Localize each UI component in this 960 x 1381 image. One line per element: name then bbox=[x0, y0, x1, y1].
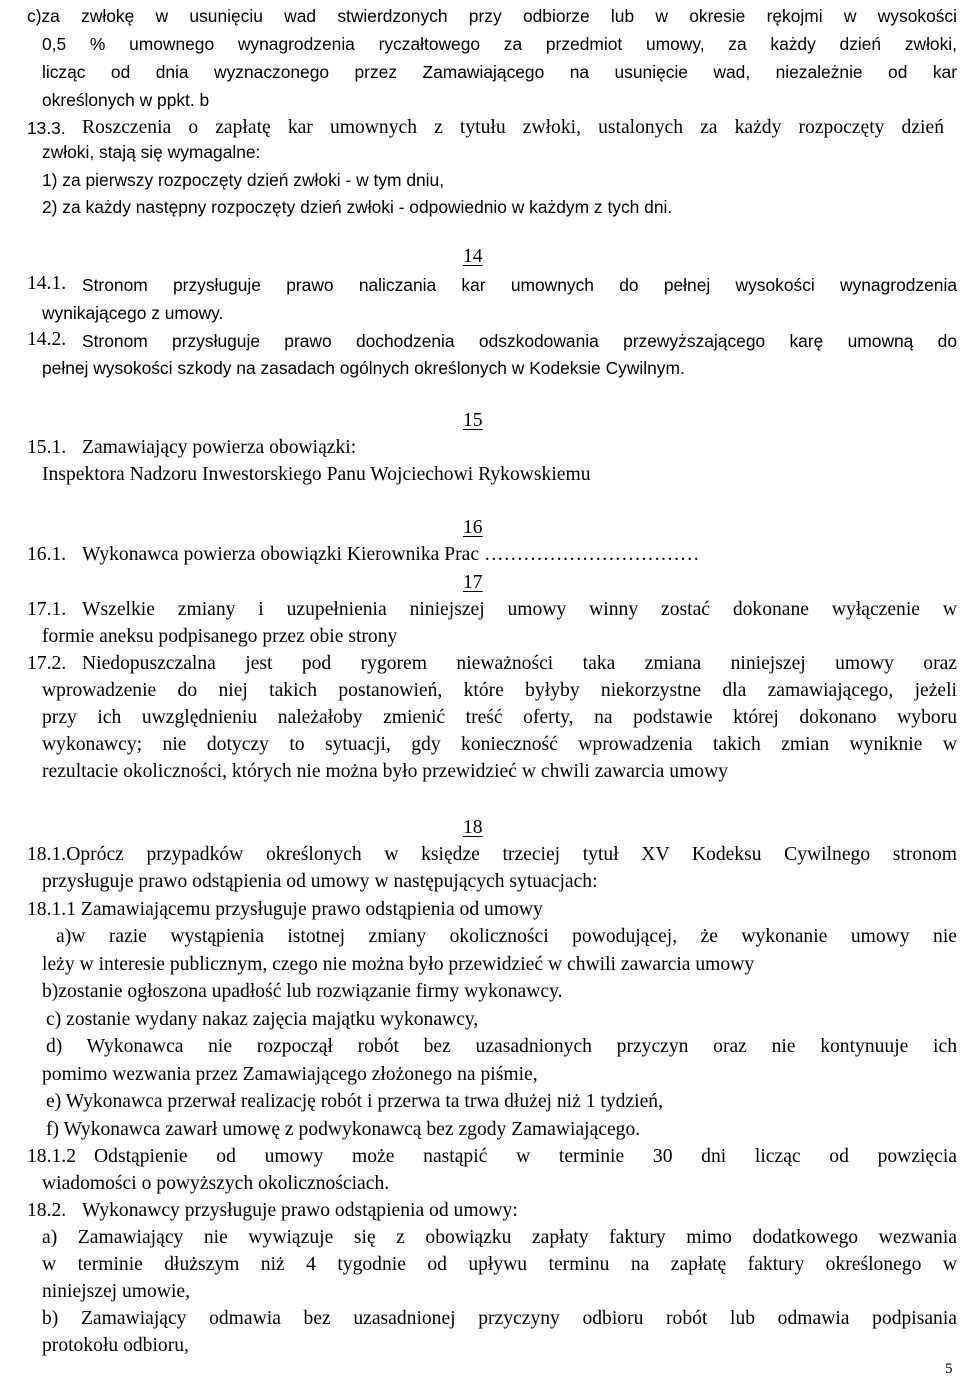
item-18-2-a-line-1: a) Zamawiający nie wywiązuje się z obowiązku zapłaty faktury mimo dodatkowego wezwania bbox=[42, 1227, 957, 1248]
paragraph-17-1-line-2: formie aneksu podpisanego przez obie strony bbox=[42, 626, 398, 647]
paragraph-13-2c-line-4: określonych w ppkt. b bbox=[42, 90, 210, 110]
paragraph-16-1-number: 16.1. bbox=[27, 544, 67, 565]
paragraph-18-1-2-line-1: Odstąpienie od umowy może nastąpić w terminie 30 dni licząc od powzięcia bbox=[94, 1146, 957, 1167]
item-18-2-a-line-2: w terminie dłuższym niż 4 tygodnie od upływu terminu na zapłatę faktury określonego w bbox=[42, 1254, 957, 1275]
paragraph-13-3-number: 13.3. bbox=[27, 118, 66, 138]
paragraph-14-1-number: 14.1. bbox=[27, 273, 67, 294]
paragraph-17-2-line-2: wprowadzenie do niej takich postanowień, które byłyby niekorzystne dla zamawiającego, jeżeli bbox=[42, 680, 957, 701]
paragraph-13-3-item-2: 2) za każdy następny rozpoczęty dzień zwłoki - odpowiednio w każdym z tych dni. bbox=[42, 197, 673, 217]
paragraph-14-1-line-1: Stronom przysługuje prawo naliczania kar umownych do pełnej wysokości wynagrodzenia bbox=[82, 275, 957, 295]
paragraph-14-2-line-2: pełnej wysokości szkody na zasadach ogólnych określonych w Kodeksie Cywilnym. bbox=[42, 358, 685, 378]
paragraph-18-1-2-number: 18.1.2 bbox=[27, 1146, 76, 1167]
paragraph-13-2c-line-3: licząc od dnia wyznaczonego przez Zamawiającego na usunięcie wad, niezależnie od kar bbox=[42, 62, 957, 82]
paragraph-14-2-line-1: Stronom przysługuje prawo dochodzenia odszkodowania przewyższającego karę umowną do bbox=[82, 331, 957, 351]
item-e-line-1: e) Wykonawca przerwał realizację robót i przerwa ta trwa dłużej niż 1 tydzień, bbox=[46, 1091, 663, 1112]
paragraph-18-1-2-line-2: wiadomości o powyższych okolicznościach. bbox=[42, 1173, 390, 1194]
section-15-number: 15 bbox=[463, 410, 483, 431]
paragraph-18-2-number: 18.2. bbox=[27, 1200, 67, 1221]
item-f-line-1: f) Wykonawca zawarł umowę z podwykonawcą bez zgody Zamawiającego. bbox=[46, 1119, 641, 1140]
paragraph-15-1-number: 15.1. bbox=[27, 437, 67, 458]
section-18-number: 18 bbox=[463, 817, 483, 838]
paragraph-17-1-line-1: Wszelkie zmiany i uzupełnienia niniejszej umowy winny zostać dokonane wyłączenie w bbox=[82, 599, 957, 620]
paragraph-13-3-item-1: 1) za pierwszy rozpoczęty dzień zwłoki - w tym dniu, bbox=[42, 170, 445, 190]
paragraph-18-1-line-2: przysługuje prawo odstąpienia od umowy w następujących sytuacjach: bbox=[42, 871, 598, 892]
paragraph-17-2-line-3: przy ich uwzględnieniu należałoby zmienić treść oferty, na podstawie której dokonano wyboru bbox=[42, 707, 957, 728]
paragraph-13-3-line-1: Roszczenia o zapłatę kar umownych z tytułu zwłoki, ustalonych za każdy rozpoczęty dzień bbox=[82, 117, 944, 138]
paragraph-15-1-line-2: Inspektora Nadzoru Inwestorskiego Panu Wojciechowi Rykowskiemu bbox=[42, 464, 591, 485]
item-18-2-b-line-1: b) Zamawiający odmawia bez uzasadnionej przyczyny odbioru robót lub odmawia podpisania bbox=[42, 1308, 957, 1329]
paragraph-17-1-number: 17.1. bbox=[27, 599, 67, 620]
paragraph-18-2-line-1: Wykonawcy przysługuje prawo odstąpienia od umowy: bbox=[82, 1200, 518, 1221]
paragraph-18-1-line-1: 18.1.Oprócz przypadków określonych w księdze trzeciej tytuł XV Kodeksu Cywilnego stronom bbox=[27, 844, 957, 865]
paragraph-14-1-line-2: wynikającego z umowy. bbox=[42, 303, 224, 323]
paragraph-17-2-line-4: wykonawcy; nie dotyczy to sytuacji, gdy konieczność wprowadzenia takich zmian wyniknie w bbox=[42, 734, 957, 755]
paragraph-16-1-line-1: Wykonawca powierza obowiązki Kierownika Prac …………………………… bbox=[82, 544, 700, 565]
item-18-2-a-line-3: niniejszej umowie, bbox=[42, 1281, 191, 1302]
section-17-number: 17 bbox=[463, 572, 483, 593]
page-number: 5 bbox=[945, 1361, 953, 1377]
item-a-line-1: a)w razie wystąpienia istotnej zmiany okoliczności powodującej, że wykonanie umowy nie bbox=[56, 926, 957, 947]
paragraph-13-2c-line-1: c)za zwłokę w usunięciu wad stwierdzonych przy odbiorze lub w okresie rękojmi w wysokości bbox=[27, 6, 957, 26]
paragraph-17-2-line-1: Niedopuszczalna jest pod rygorem nieważności taka zmiana niniejszej umowy oraz bbox=[82, 653, 957, 674]
paragraph-14-2-number: 14.2. bbox=[27, 329, 67, 350]
item-d-line-2: pomimo wezwania przez Zamawiającego złożonego na piśmie, bbox=[42, 1064, 538, 1085]
item-c-line-1: c) zostanie wydany nakaz zajęcia majątku wykonawcy, bbox=[46, 1009, 479, 1030]
item-18-2-b-line-2: protokołu odbioru, bbox=[42, 1335, 189, 1356]
paragraph-15-1-line-1: Zamawiający powierza obowiązki: bbox=[82, 437, 357, 458]
paragraph-17-2-line-5: rezultacie okoliczności, których nie można było przewidzieć w chwili zawarcia umowy bbox=[42, 761, 729, 782]
item-b-line-1: b)zostanie ogłoszona upadłość lub rozwiązanie firmy wykonawcy. bbox=[42, 981, 563, 1002]
paragraph-17-2-number: 17.2. bbox=[27, 653, 67, 674]
section-14-number: 14 bbox=[463, 246, 483, 267]
paragraph-13-2c-line-2: 0,5 % umownego wynagrodzenia ryczałtowego za przedmiot umowy, za każdy dzień zwłoki, bbox=[42, 34, 957, 54]
item-a-line-2: leży w interesie publicznym, czego nie można było przewidzieć w chwili zawarcia umowy bbox=[42, 954, 755, 975]
section-16-number: 16 bbox=[463, 517, 483, 538]
item-d-line-1: d) Wykonawca nie rozpoczął robót bez uzasadnionych przyczyn oraz nie kontynuuje ich bbox=[46, 1036, 957, 1057]
paragraph-18-1-1-line-1: 18.1.1 Zamawiającemu przysługuje prawo odstąpienia od umowy bbox=[27, 899, 543, 920]
paragraph-13-3-line-2: zwłoki, stają się wymagalne: bbox=[42, 142, 261, 162]
